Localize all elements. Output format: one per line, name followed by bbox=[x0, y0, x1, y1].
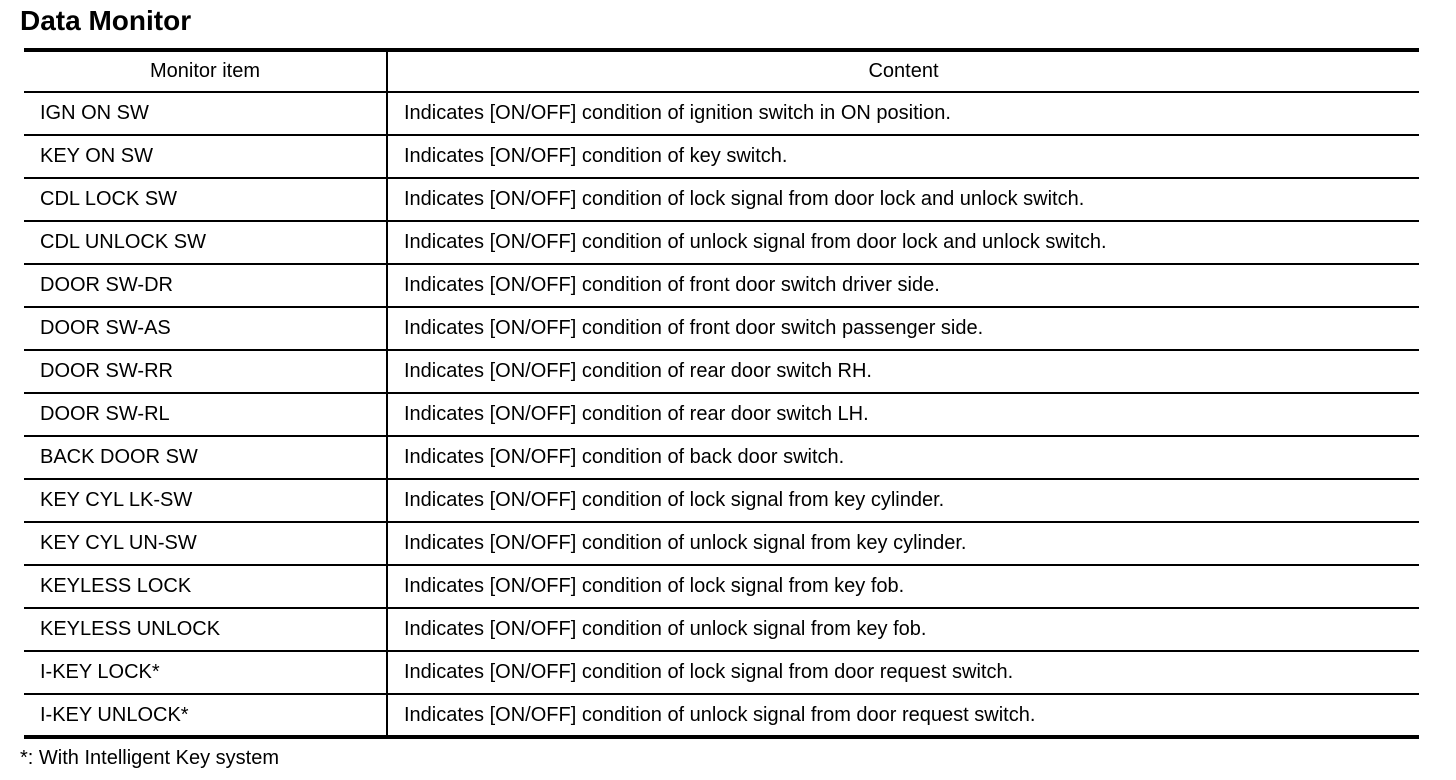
table-row bbox=[24, 522, 1419, 565]
table-row bbox=[24, 350, 1419, 393]
content-cell: Indicates [ON/OFF] condition of unlock signal from key cylinder. bbox=[387, 522, 1419, 565]
page-title: Data Monitor bbox=[20, 5, 192, 36]
table-row bbox=[24, 178, 1419, 221]
table-row bbox=[24, 393, 1419, 436]
table-row bbox=[24, 608, 1419, 651]
content-cell: Indicates [ON/OFF] condition of rear door switch LH. bbox=[387, 393, 1419, 436]
content-cell: Indicates [ON/OFF] condition of lock signal from key cylinder. bbox=[387, 479, 1419, 522]
footnote: *: With Intelligent Key system bbox=[20, 747, 279, 769]
monitor-item-cell: KEYLESS UNLOCK bbox=[24, 608, 387, 651]
monitor-item-cell: I-KEY LOCK* bbox=[24, 651, 387, 694]
table-row bbox=[24, 135, 1419, 178]
table-row bbox=[24, 479, 1419, 522]
content-cell: Indicates [ON/OFF] condition of lock signal from door lock and unlock switch. bbox=[387, 178, 1419, 221]
monitor-item-cell: DOOR SW-AS bbox=[24, 307, 387, 350]
monitor-item-cell: CDL LOCK SW bbox=[24, 178, 387, 221]
table-row bbox=[24, 92, 1419, 135]
table-row bbox=[24, 307, 1419, 350]
content-cell: Indicates [ON/OFF] condition of unlock signal from key fob. bbox=[387, 608, 1419, 651]
content-cell: Indicates [ON/OFF] condition of unlock signal from door request switch. bbox=[387, 694, 1419, 737]
content-cell: Indicates [ON/OFF] condition of back door switch. bbox=[387, 436, 1419, 479]
content-cell: Indicates [ON/OFF] condition of unlock signal from door lock and unlock switch. bbox=[387, 221, 1419, 264]
table-row bbox=[24, 221, 1419, 264]
table-header-row bbox=[24, 50, 1419, 92]
monitor-item-cell: DOOR SW-RR bbox=[24, 350, 387, 393]
content-cell: Indicates [ON/OFF] condition of key switch. bbox=[387, 135, 1419, 178]
monitor-item-cell: KEY ON SW bbox=[24, 135, 387, 178]
content-cell: Indicates [ON/OFF] condition of lock signal from key fob. bbox=[387, 565, 1419, 608]
content-cell: Indicates [ON/OFF] condition of front door switch driver side. bbox=[387, 264, 1419, 307]
monitor-item-cell: DOOR SW-DR bbox=[24, 264, 387, 307]
table-row bbox=[24, 264, 1419, 307]
column-header-monitor-item: Monitor item bbox=[24, 50, 387, 92]
monitor-item-cell: KEYLESS LOCK bbox=[24, 565, 387, 608]
content-cell: Indicates [ON/OFF] condition of front door switch passenger side. bbox=[387, 307, 1419, 350]
table-row bbox=[24, 694, 1419, 737]
column-header-content: Content bbox=[387, 50, 1419, 92]
monitor-item-cell: KEY CYL LK-SW bbox=[24, 479, 387, 522]
table-row bbox=[24, 565, 1419, 608]
monitor-item-cell: CDL UNLOCK SW bbox=[24, 221, 387, 264]
table-row bbox=[24, 651, 1419, 694]
monitor-item-cell: BACK DOOR SW bbox=[24, 436, 387, 479]
monitor-item-cell: I-KEY UNLOCK* bbox=[24, 694, 387, 737]
monitor-item-cell: KEY CYL UN-SW bbox=[24, 522, 387, 565]
monitor-item-cell: IGN ON SW bbox=[24, 92, 387, 135]
data-monitor-table bbox=[24, 48, 1419, 739]
content-cell: Indicates [ON/OFF] condition of lock signal from door request switch. bbox=[387, 651, 1419, 694]
content-cell: Indicates [ON/OFF] condition of ignition switch in ON position. bbox=[387, 92, 1419, 135]
monitor-item-cell: DOOR SW-RL bbox=[24, 393, 387, 436]
table-row bbox=[24, 436, 1419, 479]
content-cell: Indicates [ON/OFF] condition of rear door switch RH. bbox=[387, 350, 1419, 393]
